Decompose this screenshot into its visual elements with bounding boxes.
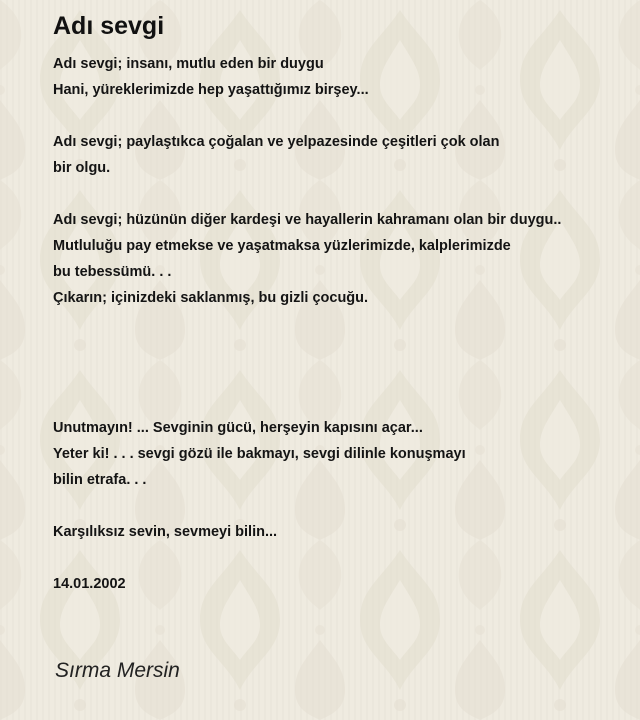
blank-line [53, 493, 633, 519]
poem-line: Adı sevgi; hüzünün diğer kardeşi ve hayallerin kahramanı olan bir duygu.. [53, 212, 562, 228]
poem-line: Hani, yüreklerimizde hep yaşattığımız birşey... [53, 82, 369, 98]
poem-line: Adı sevgi; paylaştıkca çoğalan ve yelpazesinde çeşitleri çok olan [53, 134, 500, 150]
blank-line [53, 103, 633, 129]
poem-line: Unutmayın! ... Sevginin gücü, herşeyin kapısını açar... [53, 420, 423, 436]
poem-line: bu tebessümü. . . [53, 264, 172, 280]
poem-line: Adı sevgi; insanı, mutlu eden bir duygu [53, 56, 324, 72]
blank-line [53, 389, 633, 415]
blank-line [53, 545, 633, 571]
poem-author: Sırma Mersin [55, 659, 180, 682]
poem-body [53, 51, 633, 597]
blank-line [53, 311, 633, 337]
poem-line: 14.01.2002 [53, 576, 126, 592]
poem-line: Yeter ki! . . . sevgi gözü ile bakmayı, sevgi dilinle konuşmayı [53, 446, 466, 462]
poem-line: Mutluluğu pay etmekse ve yaşatmaksa yüzlerimizde, kalplerimizde [53, 238, 511, 254]
blank-line [53, 337, 633, 363]
poem-line: bilin etrafa. . . [53, 472, 147, 488]
blank-line [53, 363, 633, 389]
poem-line: Çıkarın; içinizdeki saklanmış, bu gizli çocuğu. [53, 290, 369, 306]
blank-line [53, 181, 633, 207]
poem-title: Adı sevgi [53, 12, 165, 40]
poem-line: Karşılıksız sevin, sevmeyi bilin... [53, 524, 278, 540]
poem-line: bir olgu. [53, 160, 111, 176]
